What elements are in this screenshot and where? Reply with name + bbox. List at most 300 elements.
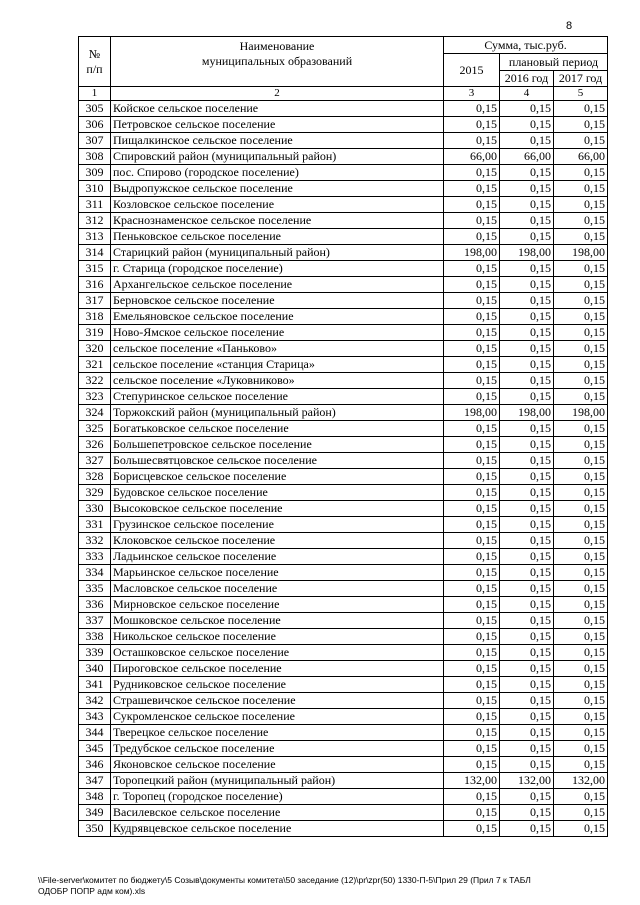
num-header — [79, 37, 111, 87]
amount-2016-cell: 0,15 — [500, 629, 554, 645]
amount-2016-cell: 0,15 — [500, 229, 554, 245]
table-row — [79, 325, 608, 341]
amount-2015-cell: 0,15 — [444, 517, 500, 533]
row-number-cell: 320 — [79, 341, 111, 357]
amount-2016-cell: 198,00 — [500, 245, 554, 261]
amount-2017-cell: 0,15 — [554, 741, 608, 757]
amount-2016-cell: 0,15 — [500, 485, 554, 501]
row-number-cell: 343 — [79, 709, 111, 725]
municipality-name-cell: Краснознаменское сельское поселение — [111, 213, 444, 229]
row-number-cell: 318 — [79, 309, 111, 325]
table-row — [79, 309, 608, 325]
amount-2017-cell: 0,15 — [554, 709, 608, 725]
amount-2016-cell: 0,15 — [500, 805, 554, 821]
name-header-label-1: Наименование — [239, 39, 315, 53]
table-row — [79, 773, 608, 789]
row-number-cell: 348 — [79, 789, 111, 805]
table-row — [79, 805, 608, 821]
municipality-name-cell: Масловское сельское поселение — [111, 581, 444, 597]
municipality-name-cell: Мошковское сельское поселение — [111, 613, 444, 629]
municipality-name-cell: Торопецкий район (муниципальный район) — [111, 773, 444, 789]
row-number-cell: 328 — [79, 469, 111, 485]
table-row — [79, 197, 608, 213]
num-header-label-1: № — [88, 46, 101, 61]
amount-2017-cell: 0,15 — [554, 549, 608, 565]
amount-2016-cell: 0,15 — [500, 373, 554, 389]
table-row — [79, 149, 608, 165]
amount-2015-cell: 0,15 — [444, 629, 500, 645]
amount-2016-cell: 0,15 — [500, 117, 554, 133]
row-number-cell: 326 — [79, 437, 111, 453]
row-number-cell: 309 — [79, 165, 111, 181]
row-number-cell: 324 — [79, 405, 111, 421]
amount-2015-cell: 0,15 — [444, 661, 500, 677]
municipality-name-cell: Берновское сельское поселение — [111, 293, 444, 309]
amount-2017-cell: 0,15 — [554, 597, 608, 613]
municipality-name-cell: Сукромленское сельское поселение — [111, 709, 444, 725]
amount-2015-cell: 0,15 — [444, 789, 500, 805]
amount-2017-cell: 0,15 — [554, 581, 608, 597]
amount-2017-cell: 198,00 — [554, 405, 608, 421]
municipality-name-cell: сельское поселение «станция Старица» — [111, 357, 444, 373]
table-row — [79, 261, 608, 277]
column-index: 3 — [444, 87, 500, 101]
row-number-cell: 345 — [79, 741, 111, 757]
municipality-name-cell: Архангельское сельское поселение — [111, 277, 444, 293]
table-header — [79, 37, 608, 101]
amount-2015-cell: 0,15 — [444, 677, 500, 693]
amount-2016-cell: 0,15 — [500, 309, 554, 325]
amount-2016-cell: 0,15 — [500, 709, 554, 725]
column-index-row — [79, 87, 608, 101]
amount-2017-cell: 0,15 — [554, 821, 608, 837]
amount-2017-cell: 0,15 — [554, 341, 608, 357]
column-index: 1 — [79, 87, 111, 101]
municipality-name-cell: Богатьковское сельское поселение — [111, 421, 444, 437]
table-row — [79, 485, 608, 501]
table-row — [79, 245, 608, 261]
table-row — [79, 581, 608, 597]
municipality-name-cell: Высоковское сельское поселение — [111, 501, 444, 517]
amount-2017-cell: 0,15 — [554, 101, 608, 117]
amount-2017-cell: 0,15 — [554, 389, 608, 405]
municipality-name-cell: Марьинское сельское поселение — [111, 565, 444, 581]
table-row — [79, 421, 608, 437]
amount-2017-cell: 0,15 — [554, 117, 608, 133]
amount-2016-cell: 0,15 — [500, 261, 554, 277]
row-number-cell: 316 — [79, 277, 111, 293]
table-row — [79, 229, 608, 245]
year-2016-header: 2016 год — [500, 71, 554, 87]
municipality-name-cell: Петровское сельское поселение — [111, 117, 444, 133]
row-number-cell: 306 — [79, 117, 111, 133]
table-row — [79, 469, 608, 485]
amount-2015-cell: 0,15 — [444, 421, 500, 437]
amount-2015-cell: 0,15 — [444, 645, 500, 661]
amount-2016-cell: 0,15 — [500, 821, 554, 837]
amount-2016-cell: 0,15 — [500, 757, 554, 773]
amount-2017-cell: 0,15 — [554, 373, 608, 389]
municipality-name-cell: сельское поселение «Паньково» — [111, 341, 444, 357]
table-row — [79, 597, 608, 613]
table-row — [79, 645, 608, 661]
amount-2016-cell: 0,15 — [500, 645, 554, 661]
table-row — [79, 693, 608, 709]
amount-2017-cell: 0,15 — [554, 277, 608, 293]
table-row — [79, 757, 608, 773]
row-number-cell: 325 — [79, 421, 111, 437]
municipality-name-cell: Старицкий район (муниципальный район) — [111, 245, 444, 261]
row-number-cell: 336 — [79, 597, 111, 613]
amount-2016-cell: 0,15 — [500, 677, 554, 693]
amount-2016-cell: 0,15 — [500, 277, 554, 293]
municipality-name-cell: Торжокский район (муниципальный район) — [111, 405, 444, 421]
amount-2015-cell: 0,15 — [444, 229, 500, 245]
amount-2015-cell: 0,15 — [444, 181, 500, 197]
municipality-name-cell: г. Старица (городское поселение) — [111, 261, 444, 277]
column-index: 5 — [554, 87, 608, 101]
amount-2015-cell: 0,15 — [444, 565, 500, 581]
amount-2017-cell: 0,15 — [554, 629, 608, 645]
table-row — [79, 213, 608, 229]
amount-2017-cell: 0,15 — [554, 485, 608, 501]
row-number-cell: 329 — [79, 485, 111, 501]
row-number-cell: 307 — [79, 133, 111, 149]
amount-2015-cell: 0,15 — [444, 325, 500, 341]
amount-2017-cell: 0,15 — [554, 437, 608, 453]
year-2017-header: 2017 год — [554, 71, 608, 87]
amount-2015-cell: 0,15 — [444, 725, 500, 741]
table-row — [79, 565, 608, 581]
municipality-name-cell: Ладьинское сельское поселение — [111, 549, 444, 565]
sum-header: Сумма, тыс.руб. — [444, 37, 608, 54]
row-number-cell: 342 — [79, 693, 111, 709]
amount-2015-cell: 66,00 — [444, 149, 500, 165]
row-number-cell: 330 — [79, 501, 111, 517]
amount-2015-cell: 0,15 — [444, 597, 500, 613]
table-row — [79, 741, 608, 757]
municipality-name-cell: Будовское сельское поселение — [111, 485, 444, 501]
amount-2016-cell: 0,15 — [500, 293, 554, 309]
amount-2017-cell: 198,00 — [554, 245, 608, 261]
amount-2015-cell: 0,15 — [444, 549, 500, 565]
amount-2016-cell: 0,15 — [500, 325, 554, 341]
amount-2015-cell: 0,15 — [444, 613, 500, 629]
amount-2017-cell: 132,00 — [554, 773, 608, 789]
amount-2017-cell: 0,15 — [554, 181, 608, 197]
amount-2016-cell: 0,15 — [500, 437, 554, 453]
row-number-cell: 323 — [79, 389, 111, 405]
row-number-cell: 331 — [79, 517, 111, 533]
year-2015-header: 2015 — [444, 54, 500, 87]
row-number-cell: 313 — [79, 229, 111, 245]
amount-2015-cell: 0,15 — [444, 165, 500, 181]
table-row — [79, 405, 608, 421]
table-row — [79, 821, 608, 837]
amount-2015-cell: 0,15 — [444, 453, 500, 469]
amount-2015-cell: 0,15 — [444, 277, 500, 293]
row-number-cell: 339 — [79, 645, 111, 661]
municipality-name-cell: Рудниковское сельское поселение — [111, 677, 444, 693]
page-number: 8 — [566, 20, 573, 32]
amount-2017-cell: 0,15 — [554, 421, 608, 437]
amount-2016-cell: 0,15 — [500, 181, 554, 197]
amount-2016-cell: 66,00 — [500, 149, 554, 165]
municipality-name-cell: Осташковское сельское поселение — [111, 645, 444, 661]
row-number-cell: 327 — [79, 453, 111, 469]
amount-2016-cell: 0,15 — [500, 389, 554, 405]
table-row — [79, 389, 608, 405]
budget-table — [78, 36, 608, 837]
amount-2015-cell: 0,15 — [444, 533, 500, 549]
municipality-name-cell: Тверецкое сельское поселение — [111, 725, 444, 741]
column-index: 4 — [500, 87, 554, 101]
amount-2017-cell: 0,15 — [554, 469, 608, 485]
footer-line-2: ОДОБР ПОПР адм ком).xls — [38, 886, 146, 896]
amount-2016-cell: 0,15 — [500, 341, 554, 357]
municipality-name-cell: Пищалкинское сельское поселение — [111, 133, 444, 149]
amount-2015-cell: 0,15 — [444, 821, 500, 837]
amount-2016-cell: 0,15 — [500, 213, 554, 229]
table-row — [79, 101, 608, 117]
amount-2016-cell: 198,00 — [500, 405, 554, 421]
amount-2015-cell: 0,15 — [444, 357, 500, 373]
municipality-name-cell: Пеньковское сельское поселение — [111, 229, 444, 245]
row-number-cell: 310 — [79, 181, 111, 197]
amount-2017-cell: 0,15 — [554, 693, 608, 709]
amount-2017-cell: 0,15 — [554, 213, 608, 229]
municipality-name-cell: Тредубское сельское поселение — [111, 741, 444, 757]
table-row — [79, 133, 608, 149]
municipality-name-cell: Емельяновское сельское поселение — [111, 309, 444, 325]
amount-2017-cell: 0,15 — [554, 501, 608, 517]
municipality-name-cell: Никольское сельское поселение — [111, 629, 444, 645]
row-number-cell: 321 — [79, 357, 111, 373]
amount-2015-cell: 0,15 — [444, 485, 500, 501]
municipality-name-cell: Мирновское сельское поселение — [111, 597, 444, 613]
table-row — [79, 789, 608, 805]
amount-2016-cell: 0,15 — [500, 133, 554, 149]
municipality-name-cell: Выдропужское сельское поселение — [111, 181, 444, 197]
table-row — [79, 709, 608, 725]
amount-2016-cell: 0,15 — [500, 613, 554, 629]
amount-2016-cell: 0,15 — [500, 501, 554, 517]
amount-2015-cell: 0,15 — [444, 501, 500, 517]
amount-2016-cell: 0,15 — [500, 165, 554, 181]
amount-2017-cell: 0,15 — [554, 565, 608, 581]
row-number-cell: 340 — [79, 661, 111, 677]
table-row — [79, 533, 608, 549]
amount-2017-cell: 0,15 — [554, 293, 608, 309]
row-number-cell: 314 — [79, 245, 111, 261]
table-row — [79, 165, 608, 181]
table-row — [79, 549, 608, 565]
row-number-cell: 346 — [79, 757, 111, 773]
amount-2017-cell: 0,15 — [554, 533, 608, 549]
row-number-cell: 335 — [79, 581, 111, 597]
amount-2015-cell: 0,15 — [444, 309, 500, 325]
table-body — [79, 101, 608, 837]
amount-2017-cell: 0,15 — [554, 661, 608, 677]
table-row — [79, 613, 608, 629]
amount-2017-cell: 0,15 — [554, 613, 608, 629]
amount-2017-cell: 0,15 — [554, 325, 608, 341]
amount-2017-cell: 0,15 — [554, 645, 608, 661]
name-header-label-2: муниципальных образований — [201, 54, 353, 68]
amount-2015-cell: 0,15 — [444, 197, 500, 213]
amount-2017-cell: 66,00 — [554, 149, 608, 165]
municipality-name-cell: Большесвятцовское сельское поселение — [111, 453, 444, 469]
amount-2017-cell: 0,15 — [554, 725, 608, 741]
row-number-cell: 344 — [79, 725, 111, 741]
amount-2015-cell: 0,15 — [444, 805, 500, 821]
amount-2017-cell: 0,15 — [554, 229, 608, 245]
amount-2015-cell: 0,15 — [444, 117, 500, 133]
amount-2017-cell: 0,15 — [554, 197, 608, 213]
row-number-cell: 347 — [79, 773, 111, 789]
amount-2017-cell: 0,15 — [554, 133, 608, 149]
table-row — [79, 501, 608, 517]
file-path-footer — [38, 875, 531, 897]
municipality-name-cell: Степуринское сельское поселение — [111, 389, 444, 405]
table-row — [79, 453, 608, 469]
amount-2015-cell: 0,15 — [444, 261, 500, 277]
table-row — [79, 181, 608, 197]
amount-2016-cell: 0,15 — [500, 565, 554, 581]
amount-2015-cell: 0,15 — [444, 373, 500, 389]
table-row — [79, 629, 608, 645]
column-index: 2 — [111, 87, 444, 101]
municipality-name-cell: Козловское сельское поселение — [111, 197, 444, 213]
amount-2015-cell: 0,15 — [444, 213, 500, 229]
amount-2015-cell: 0,15 — [444, 581, 500, 597]
amount-2017-cell: 0,15 — [554, 517, 608, 533]
amount-2016-cell: 0,15 — [500, 581, 554, 597]
table-row — [79, 293, 608, 309]
amount-2016-cell: 0,15 — [500, 741, 554, 757]
amount-2015-cell: 0,15 — [444, 757, 500, 773]
municipality-name-cell: сельское поселение «Луковниково» — [111, 373, 444, 389]
table-row — [79, 373, 608, 389]
municipality-name-cell: Клоковское сельское поселение — [111, 533, 444, 549]
amount-2017-cell: 0,15 — [554, 309, 608, 325]
row-number-cell: 350 — [79, 821, 111, 837]
amount-2017-cell: 0,15 — [554, 357, 608, 373]
amount-2016-cell: 0,15 — [500, 101, 554, 117]
amount-2015-cell: 0,15 — [444, 133, 500, 149]
amount-2016-cell: 0,15 — [500, 197, 554, 213]
municipality-name-cell: Пироговское сельское поселение — [111, 661, 444, 677]
amount-2017-cell: 0,15 — [554, 677, 608, 693]
planned-period-header: плановый период — [500, 54, 608, 71]
table-row — [79, 677, 608, 693]
municipality-name-cell: Ново-Ямское сельское поселение — [111, 325, 444, 341]
name-header — [111, 37, 444, 87]
municipality-name-cell: г. Торопец (городское поселение) — [111, 789, 444, 805]
amount-2016-cell: 0,15 — [500, 597, 554, 613]
amount-2016-cell: 0,15 — [500, 421, 554, 437]
amount-2016-cell: 0,15 — [500, 549, 554, 565]
amount-2015-cell: 0,15 — [444, 741, 500, 757]
row-number-cell: 311 — [79, 197, 111, 213]
num-header-label-2: п/п — [86, 61, 103, 76]
municipality-name-cell: Борисцевское сельское поселение — [111, 469, 444, 485]
amount-2015-cell: 198,00 — [444, 245, 500, 261]
footer-line-1: \\File-server\комитет по бюджету\5 Созыв\документы комитета\50 заседание (12)\pr\zpr(50) 1330-П-5\Прил 29 (Прил 7 к ТАБЛ — [38, 875, 531, 885]
table-row — [79, 117, 608, 133]
amount-2017-cell: 0,15 — [554, 789, 608, 805]
amount-2015-cell: 0,15 — [444, 693, 500, 709]
municipality-name-cell: Василевское сельское поселение — [111, 805, 444, 821]
amount-2016-cell: 0,15 — [500, 453, 554, 469]
table-row — [79, 661, 608, 677]
amount-2015-cell: 198,00 — [444, 405, 500, 421]
amount-2016-cell: 0,15 — [500, 725, 554, 741]
municipality-name-cell: Грузинское сельское поселение — [111, 517, 444, 533]
row-number-cell: 317 — [79, 293, 111, 309]
municipality-name-cell: Койское сельское поселение — [111, 101, 444, 117]
row-number-cell: 322 — [79, 373, 111, 389]
table-row — [79, 357, 608, 373]
amount-2015-cell: 0,15 — [444, 389, 500, 405]
amount-2016-cell: 132,00 — [500, 773, 554, 789]
row-number-cell: 341 — [79, 677, 111, 693]
municipality-name-cell: Страшевичское сельское поселение — [111, 693, 444, 709]
amount-2015-cell: 0,15 — [444, 341, 500, 357]
amount-2017-cell: 0,15 — [554, 453, 608, 469]
municipality-name-cell: Спировский район (муниципальный район) — [111, 149, 444, 165]
row-number-cell: 319 — [79, 325, 111, 341]
municipality-name-cell: пос. Спирово (городское поселение) — [111, 165, 444, 181]
row-number-cell: 337 — [79, 613, 111, 629]
amount-2015-cell: 0,15 — [444, 437, 500, 453]
amount-2015-cell: 0,15 — [444, 101, 500, 117]
amount-2015-cell: 0,15 — [444, 709, 500, 725]
amount-2016-cell: 0,15 — [500, 693, 554, 709]
municipality-name-cell: Яконовское сельское поселение — [111, 757, 444, 773]
amount-2016-cell: 0,15 — [500, 789, 554, 805]
amount-2016-cell: 0,15 — [500, 517, 554, 533]
amount-2016-cell: 0,15 — [500, 357, 554, 373]
amount-2017-cell: 0,15 — [554, 165, 608, 181]
amount-2016-cell: 0,15 — [500, 661, 554, 677]
table-row — [79, 277, 608, 293]
row-number-cell: 332 — [79, 533, 111, 549]
row-number-cell: 333 — [79, 549, 111, 565]
municipality-name-cell: Большепетровское сельское поселение — [111, 437, 444, 453]
row-number-cell: 349 — [79, 805, 111, 821]
amount-2016-cell: 0,15 — [500, 469, 554, 485]
row-number-cell: 315 — [79, 261, 111, 277]
table-row — [79, 725, 608, 741]
row-number-cell: 338 — [79, 629, 111, 645]
amount-2017-cell: 0,15 — [554, 261, 608, 277]
amount-2017-cell: 0,15 — [554, 805, 608, 821]
amount-2015-cell: 0,15 — [444, 293, 500, 309]
amount-2015-cell: 132,00 — [444, 773, 500, 789]
table-row — [79, 517, 608, 533]
row-number-cell: 334 — [79, 565, 111, 581]
row-number-cell: 312 — [79, 213, 111, 229]
amount-2015-cell: 0,15 — [444, 469, 500, 485]
amount-2017-cell: 0,15 — [554, 757, 608, 773]
table-row — [79, 437, 608, 453]
row-number-cell: 308 — [79, 149, 111, 165]
municipality-name-cell: Кудрявцевское сельское поселение — [111, 821, 444, 837]
table-row — [79, 341, 608, 357]
row-number-cell: 305 — [79, 101, 111, 117]
amount-2016-cell: 0,15 — [500, 533, 554, 549]
